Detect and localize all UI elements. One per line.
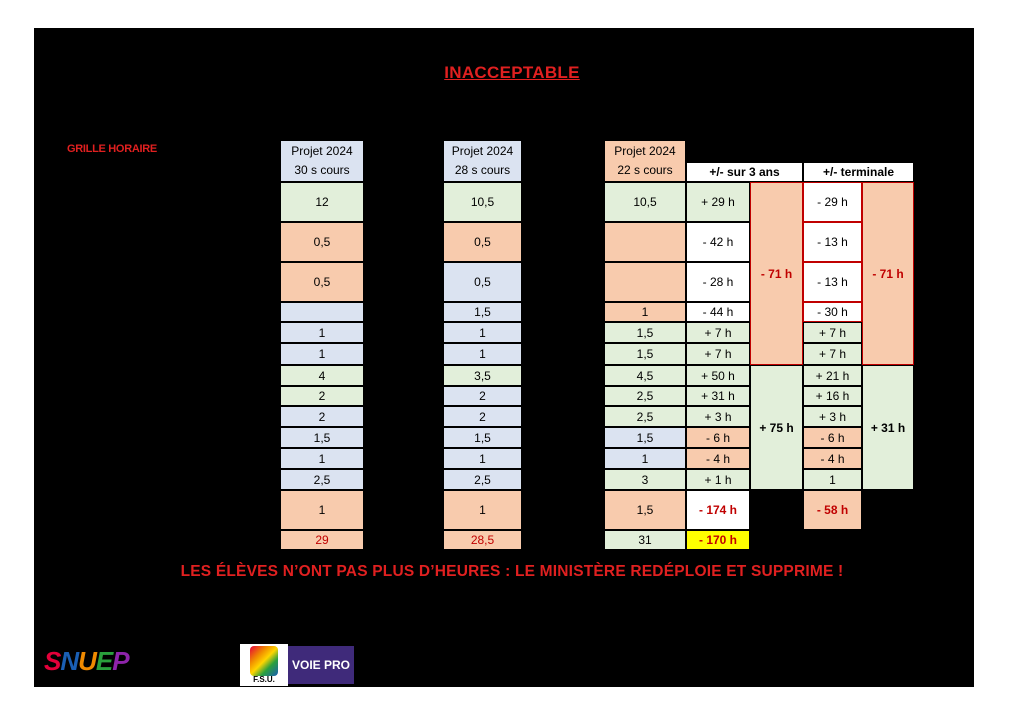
header-col1-line1: Projet 2024 [291, 144, 353, 158]
table-cell-d3: - 6 h [686, 427, 750, 448]
table-cell-c3: 4,5 [604, 365, 686, 386]
table-cell-c3: 1,5 [604, 343, 686, 365]
snuep-letter: P [112, 646, 129, 676]
header-col2-line2: 28 s cours [454, 163, 511, 177]
table-cell-dT: + 7 h [803, 343, 862, 365]
table-cell-d3: + 7 h [686, 322, 750, 343]
table-cell-c3: 2,5 [604, 386, 686, 406]
header-col2 [443, 140, 522, 182]
group-loss-3ans: - 71 h [750, 182, 803, 365]
table-cell-c2: 1 [443, 343, 522, 365]
table-cell-d3: - 44 h [686, 302, 750, 322]
table-cell-dT: - 6 h [803, 427, 862, 448]
table-cell-c1: 1 [280, 490, 364, 530]
table-cell-c1: 0,5 [280, 222, 364, 262]
table-cell-d3: - 4 h [686, 448, 750, 469]
group-gain-3ans: + 75 h [750, 365, 803, 490]
table-cell-c1: 1 [280, 343, 364, 365]
table-cell-c3: 1,5 [604, 322, 686, 343]
table-cell-d3: + 1 h [686, 469, 750, 490]
total-cell-c2: 28,5 [443, 530, 522, 550]
table-cell-c1: 2,5 [280, 469, 364, 490]
table-cell-c3: 3 [604, 469, 686, 490]
snuep-logo [44, 646, 129, 677]
table-cell-c2: 1,5 [443, 302, 522, 322]
table-cell-d3: + 7 h [686, 343, 750, 365]
snuep-letter: N [60, 646, 79, 676]
table-cell-c1: 0,5 [280, 262, 364, 302]
table-cell-c3 [604, 262, 686, 302]
fsu-logo-text: F.S.U. [253, 675, 275, 684]
header-col3 [604, 140, 686, 182]
table-cell-dT: + 16 h [803, 386, 862, 406]
table-cell-dT: - 29 h [803, 182, 862, 222]
fsu-logo [240, 644, 288, 686]
table-cell-dT: - 13 h [803, 262, 862, 302]
header-col2-line1: Projet 2024 [451, 144, 514, 158]
table-cell-c2: 2 [443, 386, 522, 406]
table-cell-d3: - 42 h [686, 222, 750, 262]
table-cell-c1: 4 [280, 365, 364, 386]
table-cell-d3: - 174 h [686, 490, 750, 530]
table-cell-c2: 1 [443, 322, 522, 343]
group-gain-terminale: + 31 h [862, 365, 914, 490]
table-cell-d3: + 50 h [686, 365, 750, 386]
group-loss-terminale: - 71 h [862, 182, 914, 365]
table-cell-c1: 1 [280, 448, 364, 469]
table-cell-c1: 2 [280, 386, 364, 406]
snuep-letter: S [44, 646, 61, 676]
table-cell-dT: + 3 h [803, 406, 862, 427]
header-col1-line2: 30 s cours [294, 163, 350, 177]
table-cell-c3: 1 [604, 302, 686, 322]
table-cell-dT: - 58 h [803, 490, 862, 530]
total-cell-c1: 29 [280, 530, 364, 550]
table-cell-c2: 1,5 [443, 427, 522, 448]
table-cell-c2: 2,5 [443, 469, 522, 490]
page-title: INACCEPTABLE [444, 63, 580, 82]
table-cell-dT: + 7 h [803, 322, 862, 343]
table-cell-dT: - 4 h [803, 448, 862, 469]
table-cell-c2: 1 [443, 448, 522, 469]
header-diff-3ans: +/- sur 3 ans [686, 162, 803, 182]
table-cell-c3: 2,5 [604, 406, 686, 427]
header-diff-terminale: +/- terminale [803, 162, 914, 182]
table-cell-d3: + 31 h [686, 386, 750, 406]
table-cell-dT: + 21 h [803, 365, 862, 386]
table-cell-c1: 1,5 [280, 427, 364, 448]
table-cell-c3: 1 [604, 448, 686, 469]
table-cell-c3: 1,5 [604, 490, 686, 530]
header-col3-line1: Projet 2024 [614, 144, 676, 158]
fsu-emblem-icon [250, 646, 278, 676]
header-col1 [280, 140, 364, 182]
table-cell-c2: 2 [443, 406, 522, 427]
total-cell-c3: 31 [604, 530, 686, 550]
table-cell-c1: 12 [280, 182, 364, 222]
section-label: GRILLE HORAIRE [67, 143, 157, 155]
table-cell-c1 [280, 302, 364, 322]
table-cell-c3 [604, 222, 686, 262]
table-cell-c1: 1 [280, 322, 364, 343]
snuep-letter: E [95, 646, 113, 676]
header-col3-line2: 22 s cours [617, 163, 673, 177]
table-cell-c3: 10,5 [604, 182, 686, 222]
total-cell-d3: - 170 h [686, 530, 750, 550]
tagline: LES ÉLÈVES N’ONT PAS PLUS D’HEURES : LE MINISTÈRE REDÉPLOIE ET SUPPRIME ! [180, 563, 844, 580]
table-cell-dT: - 13 h [803, 222, 862, 262]
table-cell-c2: 1 [443, 490, 522, 530]
table-cell-c3: 1,5 [604, 427, 686, 448]
table-cell-dT: 1 [803, 469, 862, 490]
table-cell-c2: 0,5 [443, 262, 522, 302]
snuep-letter: U [78, 646, 96, 676]
table-cell-dT: - 30 h [803, 302, 862, 322]
table-cell-c1: 2 [280, 406, 364, 427]
table-cell-d3: + 3 h [686, 406, 750, 427]
table-cell-d3: + 29 h [686, 182, 750, 222]
table-cell-c2: 0,5 [443, 222, 522, 262]
voie-pro-logo: VOIE PRO [288, 646, 354, 684]
table-cell-d3: - 28 h [686, 262, 750, 302]
table-cell-c2: 3,5 [443, 365, 522, 386]
table-cell-c2: 10,5 [443, 182, 522, 222]
